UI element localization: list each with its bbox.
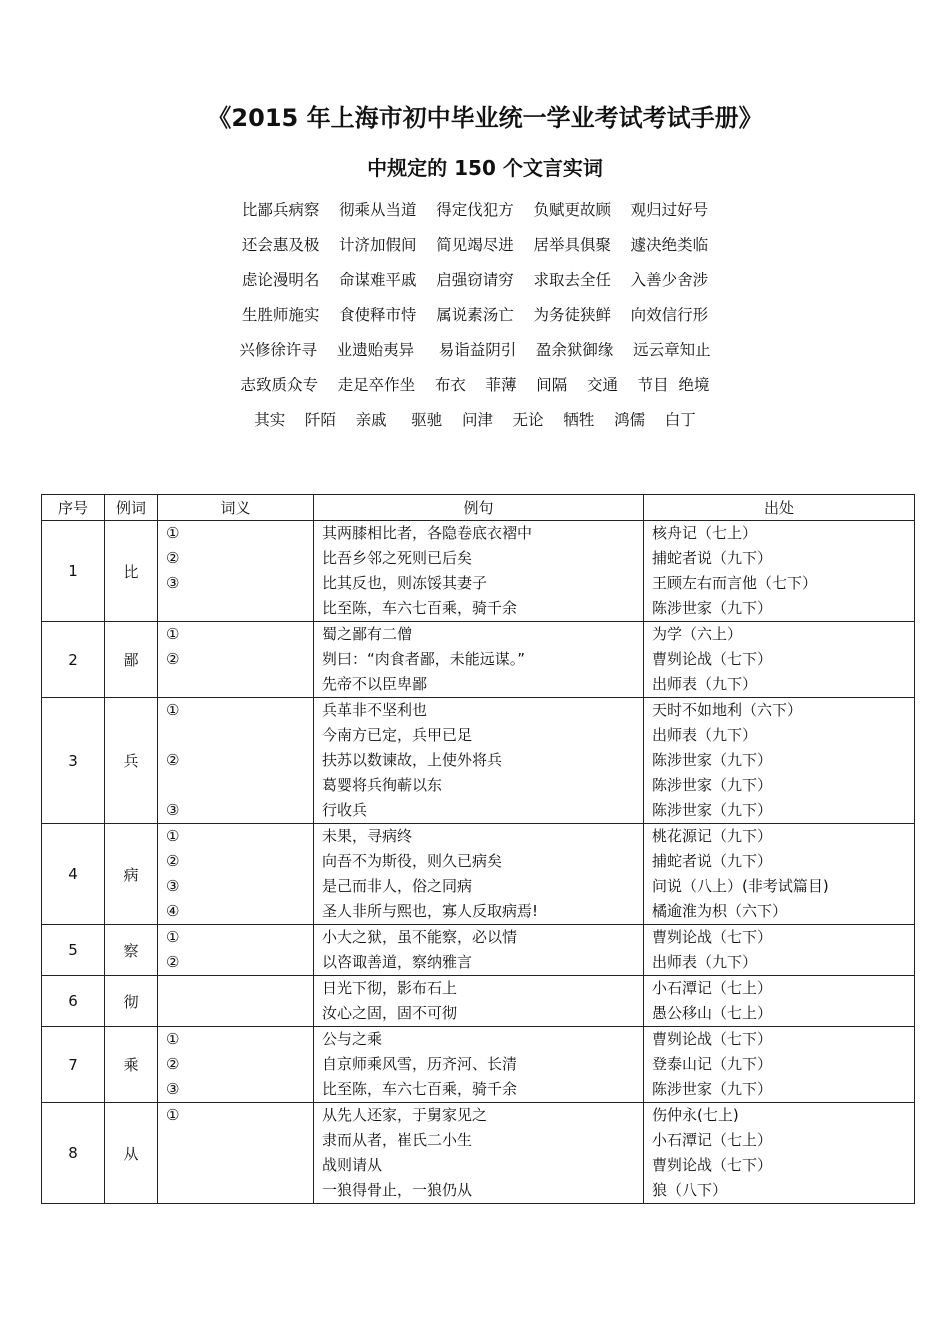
source-text: 曹刿论战（七下） <box>652 928 773 946</box>
word-list-line: 还会惠及极 计济加假间 简见竭尽进 居举具俱聚 遽决绝类临 <box>241 236 709 254</box>
sense-marker: ① <box>166 524 180 542</box>
example-sentence: 从先人还家，于舅家见之 <box>322 1106 488 1124</box>
example-cell <box>314 698 644 824</box>
table-row <box>42 925 915 976</box>
sense-marker: ① <box>166 701 180 719</box>
word-list-line: 比鄙兵病察 彻乘从当道 得定伐犯方 负赋更故顾 观归过好号 <box>241 201 709 219</box>
sense-marker <box>158 1153 313 1178</box>
row-number: 6 <box>42 976 105 1027</box>
table-row <box>42 622 915 698</box>
source-text: 王顾左右而言他（七下） <box>652 574 818 592</box>
word-list-line: 志致质众专 走足卒作坐 布衣 菲薄 间隔 交通 节目 绝境 <box>240 376 710 394</box>
sense-marker: ④ <box>166 902 180 920</box>
example-sentence: 一狼得骨止，一狼仍从 <box>322 1181 473 1199</box>
source-cell <box>644 976 915 1027</box>
source-cell <box>644 622 915 698</box>
word-list-line: 兴修徐许寻 业遗贻夷异 易诣益阴引 盈余狱御缘 远云章知止 <box>239 341 711 359</box>
example-sentence: 公与之乘 <box>322 1030 383 1048</box>
source-text: 核舟记（七上） <box>652 524 758 542</box>
example-sentence: 以咨诹善道，察纳雅言 <box>322 953 473 971</box>
word-list-line: 生胜师施实 食使释市恃 属说素汤亡 为务徒狭鲜 向效信行形 <box>241 306 709 324</box>
example-word: 察 <box>105 925 158 976</box>
sense-marker <box>158 1178 313 1203</box>
example-sentence: 小大之狱，虽不能察，必以情 <box>322 928 518 946</box>
sense-marker: ② <box>166 1055 180 1073</box>
example-sentence: 自京师乘风雪，历齐河、长清 <box>322 1055 518 1073</box>
source-text: 小石潭记（七上） <box>652 979 773 997</box>
source-text: 陈涉世家（九下） <box>652 1080 773 1098</box>
table-row <box>42 521 915 622</box>
example-sentence: 是己而非人，俗之同病 <box>322 877 473 895</box>
sense-marker: ② <box>166 852 180 870</box>
example-sentence: 比至陈，车六七百乘，骑千余 <box>322 599 518 617</box>
row-number: 7 <box>42 1027 105 1103</box>
row-number: 8 <box>42 1103 105 1204</box>
source-cell <box>644 521 915 622</box>
source-cell <box>644 1103 915 1204</box>
row-number: 2 <box>42 622 105 698</box>
example-cell <box>314 1027 644 1103</box>
example-sentence: 汝心之固，固不可彻 <box>322 1004 458 1022</box>
source-text: 登泰山记（九下） <box>652 1055 773 1073</box>
header-word: 例词 <box>105 495 158 521</box>
example-sentence: 行收兵 <box>322 801 368 819</box>
header-example: 例句 <box>314 495 644 521</box>
source-text: 出师表（九下） <box>652 953 758 971</box>
example-sentence: 日光下彻，影布石上 <box>322 979 458 997</box>
example-sentence: 刿曰：“肉食者鄙，未能远谋。” <box>322 650 526 668</box>
example-cell <box>314 976 644 1027</box>
example-word: 乘 <box>105 1027 158 1103</box>
example-word: 从 <box>105 1103 158 1204</box>
example-cell <box>314 622 644 698</box>
example-cell <box>314 925 644 976</box>
meaning-cell <box>158 1027 314 1103</box>
source-cell <box>644 925 915 976</box>
source-text: 伤仲永(七上) <box>652 1106 739 1124</box>
sense-marker <box>158 773 313 798</box>
source-text: 陈涉世家（九下） <box>652 776 773 794</box>
sense-marker: ① <box>166 928 180 946</box>
sense-marker <box>158 1128 313 1153</box>
example-sentence: 比至陈，车六七百乘，骑千余 <box>322 1080 518 1098</box>
sense-marker <box>158 672 313 697</box>
source-cell <box>644 1027 915 1103</box>
header-number: 序号 <box>42 495 105 521</box>
sense-marker <box>158 1001 313 1026</box>
example-cell <box>314 1103 644 1204</box>
sense-marker: ② <box>166 953 180 971</box>
sense-marker: ① <box>166 1106 180 1124</box>
row-number: 4 <box>42 824 105 925</box>
source-text: 陈涉世家（九下） <box>652 599 773 617</box>
example-word: 鄙 <box>105 622 158 698</box>
example-sentence: 向吾不为斯役，则久已病矣 <box>322 852 503 870</box>
example-sentence: 未果，寻病终 <box>322 827 413 845</box>
word-list-line: 其实 阡陌 亲戚 驱驰 问津 无论 牺牲 鸿儒 白丁 <box>254 411 696 429</box>
meaning-cell <box>158 622 314 698</box>
example-word: 彻 <box>105 976 158 1027</box>
meaning-cell <box>158 1103 314 1204</box>
source-text: 出师表（九下） <box>652 726 758 744</box>
meaning-cell <box>158 824 314 925</box>
row-number: 1 <box>42 521 105 622</box>
table-row <box>42 698 915 824</box>
sense-marker <box>158 596 313 621</box>
example-sentence: 葛婴将兵徇蕲以东 <box>322 776 443 794</box>
source-text: 桃花源记（九下） <box>652 827 773 845</box>
document-title: 《2015 年上海市初中毕业统一学业考试考试手册》 <box>207 104 763 132</box>
example-sentence: 其两膝相比者，各隐卷底衣褶中 <box>322 524 533 542</box>
source-text: 小石潭记（七上） <box>652 1131 773 1149</box>
row-number: 3 <box>42 698 105 824</box>
meaning-cell <box>158 976 314 1027</box>
row-number: 5 <box>42 925 105 976</box>
source-text: 捕蛇者说（九下） <box>652 852 773 870</box>
sense-marker: ① <box>166 1030 180 1048</box>
example-cell <box>314 824 644 925</box>
example-word: 病 <box>105 824 158 925</box>
sense-marker: ③ <box>166 574 180 592</box>
example-sentence: 战则请从 <box>322 1156 383 1174</box>
source-text: 曹刿论战（七下） <box>652 650 773 668</box>
example-word: 兵 <box>105 698 158 824</box>
source-text: 愚公移山（七上） <box>652 1004 773 1022</box>
example-sentence: 隶而从者，崔氏二小生 <box>322 1131 473 1149</box>
example-cell <box>314 521 644 622</box>
table-row <box>42 1103 915 1204</box>
example-sentence: 比其反也，则冻馁其妻子 <box>322 574 488 592</box>
sense-marker: ② <box>166 549 180 567</box>
header-meaning: 词义 <box>158 495 314 521</box>
source-text: 橘逾淮为枳（六下） <box>652 902 788 920</box>
sense-marker: ② <box>166 751 180 769</box>
header-source: 出处 <box>644 495 915 521</box>
sense-marker: ① <box>166 625 180 643</box>
source-text: 曹刿论战（七下） <box>652 1156 773 1174</box>
example-sentence: 圣人非所与熙也，寡人反取病焉! <box>322 902 539 920</box>
table-row <box>42 1027 915 1103</box>
source-text: 狼（八下） <box>652 1181 728 1199</box>
sense-marker: ② <box>166 650 180 668</box>
example-sentence: 比吾乡邻之死则已后矣 <box>322 549 473 567</box>
sense-marker <box>158 723 313 748</box>
source-text: 陈涉世家（九下） <box>652 751 773 769</box>
word-list <box>0 199 950 444</box>
table-row <box>42 824 915 925</box>
sense-marker: ① <box>166 827 180 845</box>
table-row <box>42 976 915 1027</box>
source-text: 曹刿论战（七下） <box>652 1030 773 1048</box>
source-text: 问说（八上）(非考试篇目) <box>652 877 829 895</box>
document-subtitle: 中规定的 150 个文言实词 <box>367 156 603 180</box>
example-sentence: 扶苏以数谏故，上使外将兵 <box>322 751 503 769</box>
example-sentence: 今南方已定，兵甲已足 <box>322 726 473 744</box>
example-sentence: 兵革非不坚利也 <box>322 701 428 719</box>
source-text: 天时不如地利（六下） <box>652 701 803 719</box>
word-list-line: 虑论漫明名 命谋难平戚 启强窃请穷 求取去全任 入善少舍涉 <box>241 271 709 289</box>
example-sentence: 蜀之鄙有二僧 <box>322 625 413 643</box>
source-text: 出师表（九下） <box>652 675 758 693</box>
source-cell <box>644 698 915 824</box>
source-text: 捕蛇者说（九下） <box>652 549 773 567</box>
table-body <box>42 521 915 1204</box>
sense-marker: ③ <box>166 877 180 895</box>
source-text: 为学（六上） <box>652 625 743 643</box>
example-word: 比 <box>105 521 158 622</box>
sense-marker: ③ <box>166 801 180 819</box>
sense-marker: ③ <box>166 1080 180 1098</box>
meaning-cell <box>158 521 314 622</box>
example-sentence: 先帝不以臣卑鄙 <box>322 675 428 693</box>
meaning-cell <box>158 925 314 976</box>
vocabulary-table <box>41 494 915 1204</box>
source-text: 陈涉世家（九下） <box>652 801 773 819</box>
table-header-row <box>42 495 915 521</box>
sense-marker <box>158 976 313 1001</box>
meaning-cell <box>158 698 314 824</box>
source-cell <box>644 824 915 925</box>
